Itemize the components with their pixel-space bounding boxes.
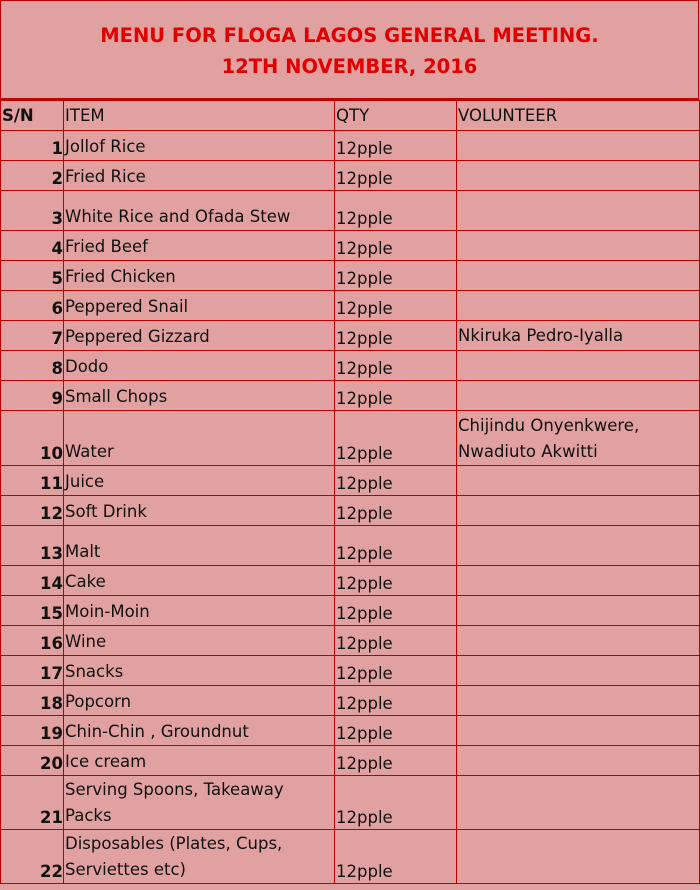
- qty-cell: 12pple: [335, 161, 457, 191]
- sn-cell: 14: [1, 566, 64, 596]
- qty-cell: 12pple: [335, 261, 457, 291]
- volunteer-cell: [457, 351, 700, 381]
- sn-cell: 11: [1, 466, 64, 496]
- qty-cell: 12pple: [335, 746, 457, 776]
- qty-cell: 12pple: [335, 656, 457, 686]
- volunteer-cell: [457, 716, 700, 746]
- item-cell: Serving Spoons, Takeaway Packs: [64, 776, 335, 830]
- item-cell: Moin-Moin: [64, 596, 335, 626]
- table-row: [1, 596, 700, 626]
- menu-table: [0, 100, 700, 884]
- header-row: [1, 101, 700, 131]
- table-row: [1, 686, 700, 716]
- volunteer-cell: [457, 566, 700, 596]
- sn-cell: 2: [1, 161, 64, 191]
- table-row: [1, 656, 700, 686]
- sn-cell: 19: [1, 716, 64, 746]
- volunteer-cell: [457, 261, 700, 291]
- item-cell: Water: [64, 411, 335, 466]
- table-row: [1, 716, 700, 746]
- table-row: [1, 776, 700, 830]
- sn-cell: 16: [1, 626, 64, 656]
- table-row: [1, 231, 700, 261]
- item-cell: Juice: [64, 466, 335, 496]
- volunteer-cell: [457, 231, 700, 261]
- sn-cell: 4: [1, 231, 64, 261]
- table-row: [1, 131, 700, 161]
- qty-cell: 12pple: [335, 321, 457, 351]
- volunteer-cell: Nkiruka Pedro-Iyalla: [457, 321, 700, 351]
- item-cell: Wine: [64, 626, 335, 656]
- volunteer-cell: [457, 526, 700, 566]
- volunteer-cell: [457, 161, 700, 191]
- volunteer-cell: Chijindu Onyenkwere, Nwadiuto Akwitti: [457, 411, 700, 466]
- qty-cell: 12pple: [335, 776, 457, 830]
- item-cell: Ice cream: [64, 746, 335, 776]
- table-row: [1, 626, 700, 656]
- table-row: [1, 321, 700, 351]
- volunteer-cell: [457, 776, 700, 830]
- header-volunteer: VOLUNTEER: [457, 101, 700, 131]
- qty-cell: 12pple: [335, 291, 457, 321]
- title-line-2: 12TH NOVEMBER, 2016: [221, 55, 478, 78]
- qty-cell: 12pple: [335, 351, 457, 381]
- table-row: [1, 381, 700, 411]
- volunteer-cell: [457, 466, 700, 496]
- qty-cell: 12pple: [335, 131, 457, 161]
- qty-cell: 12pple: [335, 191, 457, 231]
- sn-cell: 15: [1, 596, 64, 626]
- sn-cell: 8: [1, 351, 64, 381]
- item-cell: Malt: [64, 526, 335, 566]
- qty-cell: 12pple: [335, 830, 457, 884]
- sn-cell: 18: [1, 686, 64, 716]
- header-qty: QTY: [335, 101, 457, 131]
- sn-cell: 3: [1, 191, 64, 231]
- volunteer-cell: [457, 746, 700, 776]
- sn-cell: 12: [1, 496, 64, 526]
- item-cell: Peppered Snail: [64, 291, 335, 321]
- table-row: [1, 411, 700, 466]
- volunteer-cell: [457, 830, 700, 884]
- menu-body: [1, 131, 700, 884]
- table-row: [1, 466, 700, 496]
- item-cell: Disposables (Plates, Cups, Serviettes etc): [64, 830, 335, 884]
- item-cell: Small Chops: [64, 381, 335, 411]
- sn-cell: 1: [1, 131, 64, 161]
- volunteer-cell: [457, 191, 700, 231]
- item-cell: Popcorn: [64, 686, 335, 716]
- item-cell: Dodo: [64, 351, 335, 381]
- qty-cell: 12pple: [335, 496, 457, 526]
- table-row: [1, 496, 700, 526]
- volunteer-cell: [457, 381, 700, 411]
- table-row: [1, 261, 700, 291]
- volunteer-cell: [457, 656, 700, 686]
- table-row: [1, 351, 700, 381]
- sn-cell: 21: [1, 776, 64, 830]
- qty-cell: 12pple: [335, 566, 457, 596]
- item-cell: Jollof Rice: [64, 131, 335, 161]
- table-row: [1, 746, 700, 776]
- sn-cell: 20: [1, 746, 64, 776]
- table-row: [1, 291, 700, 321]
- qty-cell: 12pple: [335, 526, 457, 566]
- volunteer-cell: [457, 596, 700, 626]
- qty-cell: 12pple: [335, 596, 457, 626]
- table-row: [1, 566, 700, 596]
- sn-cell: 13: [1, 526, 64, 566]
- table-row: [1, 161, 700, 191]
- title-line-1: MENU FOR FLOGA LAGOS GENERAL MEETING.: [100, 24, 599, 47]
- qty-cell: 12pple: [335, 716, 457, 746]
- title-block: [0, 0, 699, 100]
- qty-cell: 12pple: [335, 231, 457, 261]
- sn-cell: 22: [1, 830, 64, 884]
- item-cell: Peppered Gizzard: [64, 321, 335, 351]
- qty-cell: 12pple: [335, 466, 457, 496]
- sn-cell: 9: [1, 381, 64, 411]
- table-row: [1, 526, 700, 566]
- sn-cell: 5: [1, 261, 64, 291]
- qty-cell: 12pple: [335, 381, 457, 411]
- item-cell: White Rice and Ofada Stew: [64, 191, 335, 231]
- volunteer-cell: [457, 496, 700, 526]
- item-cell: Soft Drink: [64, 496, 335, 526]
- header-item: ITEM: [64, 101, 335, 131]
- volunteer-cell: [457, 626, 700, 656]
- qty-cell: 12pple: [335, 686, 457, 716]
- table-row: [1, 830, 700, 884]
- item-cell: Fried Rice: [64, 161, 335, 191]
- sn-cell: 17: [1, 656, 64, 686]
- qty-cell: 12pple: [335, 411, 457, 466]
- header-sn: S/N: [1, 101, 64, 131]
- item-cell: Cake: [64, 566, 335, 596]
- item-cell: Snacks: [64, 656, 335, 686]
- item-cell: Chin-Chin , Groundnut: [64, 716, 335, 746]
- sn-cell: 10: [1, 411, 64, 466]
- item-cell: Fried Chicken: [64, 261, 335, 291]
- sn-cell: 7: [1, 321, 64, 351]
- volunteer-cell: [457, 131, 700, 161]
- item-cell: Fried Beef: [64, 231, 335, 261]
- volunteer-cell: [457, 291, 700, 321]
- sn-cell: 6: [1, 291, 64, 321]
- volunteer-cell: [457, 686, 700, 716]
- table-row: [1, 191, 700, 231]
- qty-cell: 12pple: [335, 626, 457, 656]
